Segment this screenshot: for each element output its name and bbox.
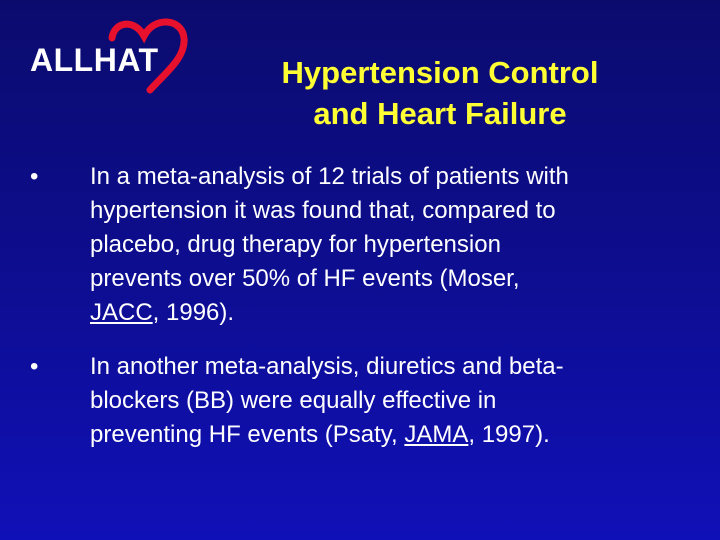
title-line-1: Hypertension Control [281,55,599,90]
logo-text: ALLHAT [30,42,159,78]
bullet-1-line-4: prevents over 50% of HF events (Moser, [90,265,520,292]
bullet-marker: • [30,163,39,190]
bullet-1-line-5 [90,296,670,330]
bullet-2-line-3 [90,418,670,452]
bullet-2-tail: , 1997). [468,421,550,448]
slide-title [220,52,660,134]
journal-jacc: JACC [90,299,153,326]
bullet-item-2 [30,350,670,452]
bullet-list [30,160,670,472]
bullet-item-1 [30,160,670,330]
allhat-logo [28,14,198,94]
bullet-1-line-1: In a meta-analysis of 12 trials of patients with [90,163,569,190]
journal-jama: JAMA [404,421,469,448]
bullet-1-line-3: placebo, drug therapy for hypertension [90,231,501,258]
bullet-2-line-2: blockers (BB) were equally effective in [90,387,497,414]
bullet-2-line-1: In another meta-analysis, diuretics and beta- [90,353,564,380]
bullet-marker: • [30,353,39,380]
bullet-2-pre: preventing HF events (Psaty, [90,421,405,448]
title-line-2: and Heart Failure [313,96,567,131]
bullet-1-tail: , 1996). [152,299,235,326]
bullet-1-line-2: hypertension it was found that, compared to [90,197,556,224]
